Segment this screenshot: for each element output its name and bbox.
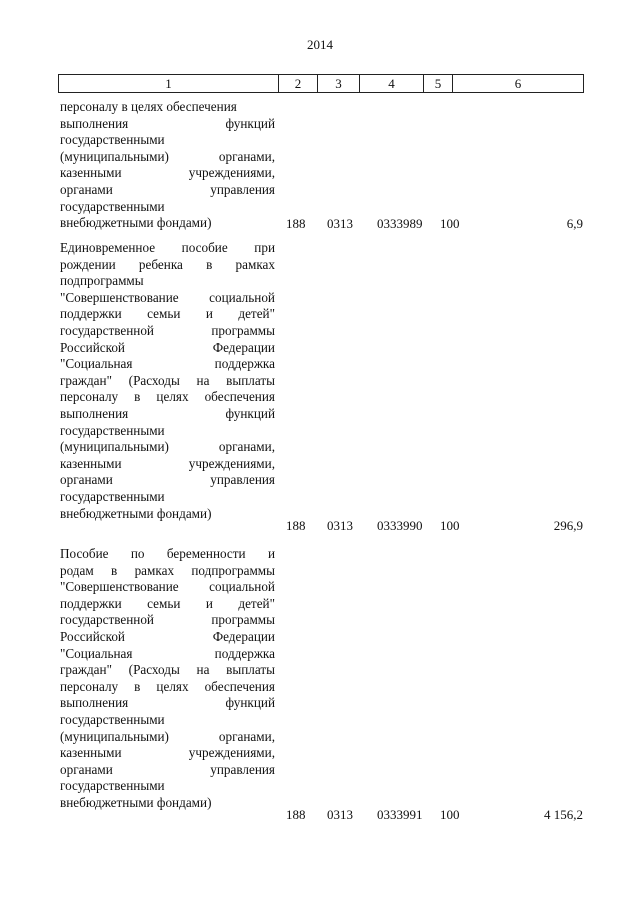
amount: 4 156,2 xyxy=(544,807,583,822)
description-line: граждан" (Расходы на выплаты xyxy=(60,662,275,678)
amount: 6,9 xyxy=(566,216,583,231)
header-col-6: 6 xyxy=(514,76,522,91)
row-description xyxy=(60,546,275,812)
description-line: "Социальная поддержка xyxy=(60,645,275,661)
description-line: выполнения функций xyxy=(60,695,275,711)
description-line: выполнения функций xyxy=(60,405,275,421)
description-line: выполнения функций xyxy=(60,115,275,131)
section-code: 0313 xyxy=(327,518,353,533)
description-line: граждан" (Расходы на выплаты xyxy=(60,372,275,388)
row-description xyxy=(60,240,275,522)
ved-code: 188 xyxy=(286,807,306,822)
page-number: 2014 xyxy=(307,37,333,52)
row-description xyxy=(60,99,275,232)
description-line: казенными учреждениями, xyxy=(60,165,275,181)
description-line: (муниципальными) органами, xyxy=(60,728,275,744)
description-line: внебюджетными фондами) xyxy=(60,215,212,231)
header-col-5: 5 xyxy=(424,75,453,92)
target-item-code: 0333991 xyxy=(377,807,423,822)
ved-code: 188 xyxy=(286,518,306,533)
description-line: органами управления xyxy=(60,761,275,777)
description-line: государственными xyxy=(60,488,165,504)
description-line: поддержки семьи и детей" xyxy=(60,595,275,611)
description-line: государственными xyxy=(60,132,165,148)
target-item-code: 0333989 xyxy=(377,216,423,231)
description-line: рождении ребенка в рамках xyxy=(60,256,275,272)
description-line: "Совершенствование социальной xyxy=(60,579,275,595)
section-code: 0313 xyxy=(327,807,353,822)
description-line: персоналу в целях обеспечения xyxy=(60,678,275,694)
description-line: внебюджетными фондами) xyxy=(60,794,212,810)
description-line: "Социальная поддержка xyxy=(60,356,275,372)
header-col-4: 4 xyxy=(360,75,424,92)
description-line: поддержки семьи и детей" xyxy=(60,306,275,322)
description-line: государственными xyxy=(60,711,165,727)
description-line: (муниципальными) органами, xyxy=(60,148,275,164)
table-header xyxy=(58,74,584,93)
description-line: органами управления xyxy=(60,181,275,197)
description-line: государственной программы xyxy=(60,322,275,338)
description-line: казенными учреждениями, xyxy=(60,745,275,761)
description-line: государственными xyxy=(60,422,165,438)
target-item-code: 0333990 xyxy=(377,518,423,533)
description-line: персоналу в целях обеспечения xyxy=(60,389,275,405)
expense-type-code: 100 xyxy=(440,518,460,533)
description-line: "Совершенствование социальной xyxy=(60,289,275,305)
description-line: государственной программы xyxy=(60,612,275,628)
description-line: Единовременное пособие при xyxy=(60,240,275,255)
description-line: казенными учреждениями, xyxy=(60,455,275,471)
description-line: Российской Федерации xyxy=(60,339,275,355)
description-line: органами управления xyxy=(60,472,275,488)
header-col-3: 3 xyxy=(318,75,360,92)
header-col-1: 1 xyxy=(59,75,279,92)
header-col-2: 2 xyxy=(279,75,318,92)
description-line: государственными xyxy=(60,198,165,214)
description-line: подпрограммы xyxy=(60,273,144,289)
description-line: внебюджетными фондами) xyxy=(60,505,212,521)
description-line: Пособие по беременности и xyxy=(60,546,275,561)
description-line: государственными xyxy=(60,778,165,794)
expense-type-code: 100 xyxy=(440,807,460,822)
expense-type-code: 100 xyxy=(440,216,460,231)
description-line: персоналу в целях обеспечения xyxy=(60,99,237,114)
description-line: Российской Федерации xyxy=(60,628,275,644)
ved-code: 188 xyxy=(286,216,306,231)
description-line: родам в рамках подпрограммы xyxy=(60,562,275,578)
amount: 296,9 xyxy=(553,518,583,533)
section-code: 0313 xyxy=(327,216,353,231)
description-line: (муниципальными) органами, xyxy=(60,439,275,455)
